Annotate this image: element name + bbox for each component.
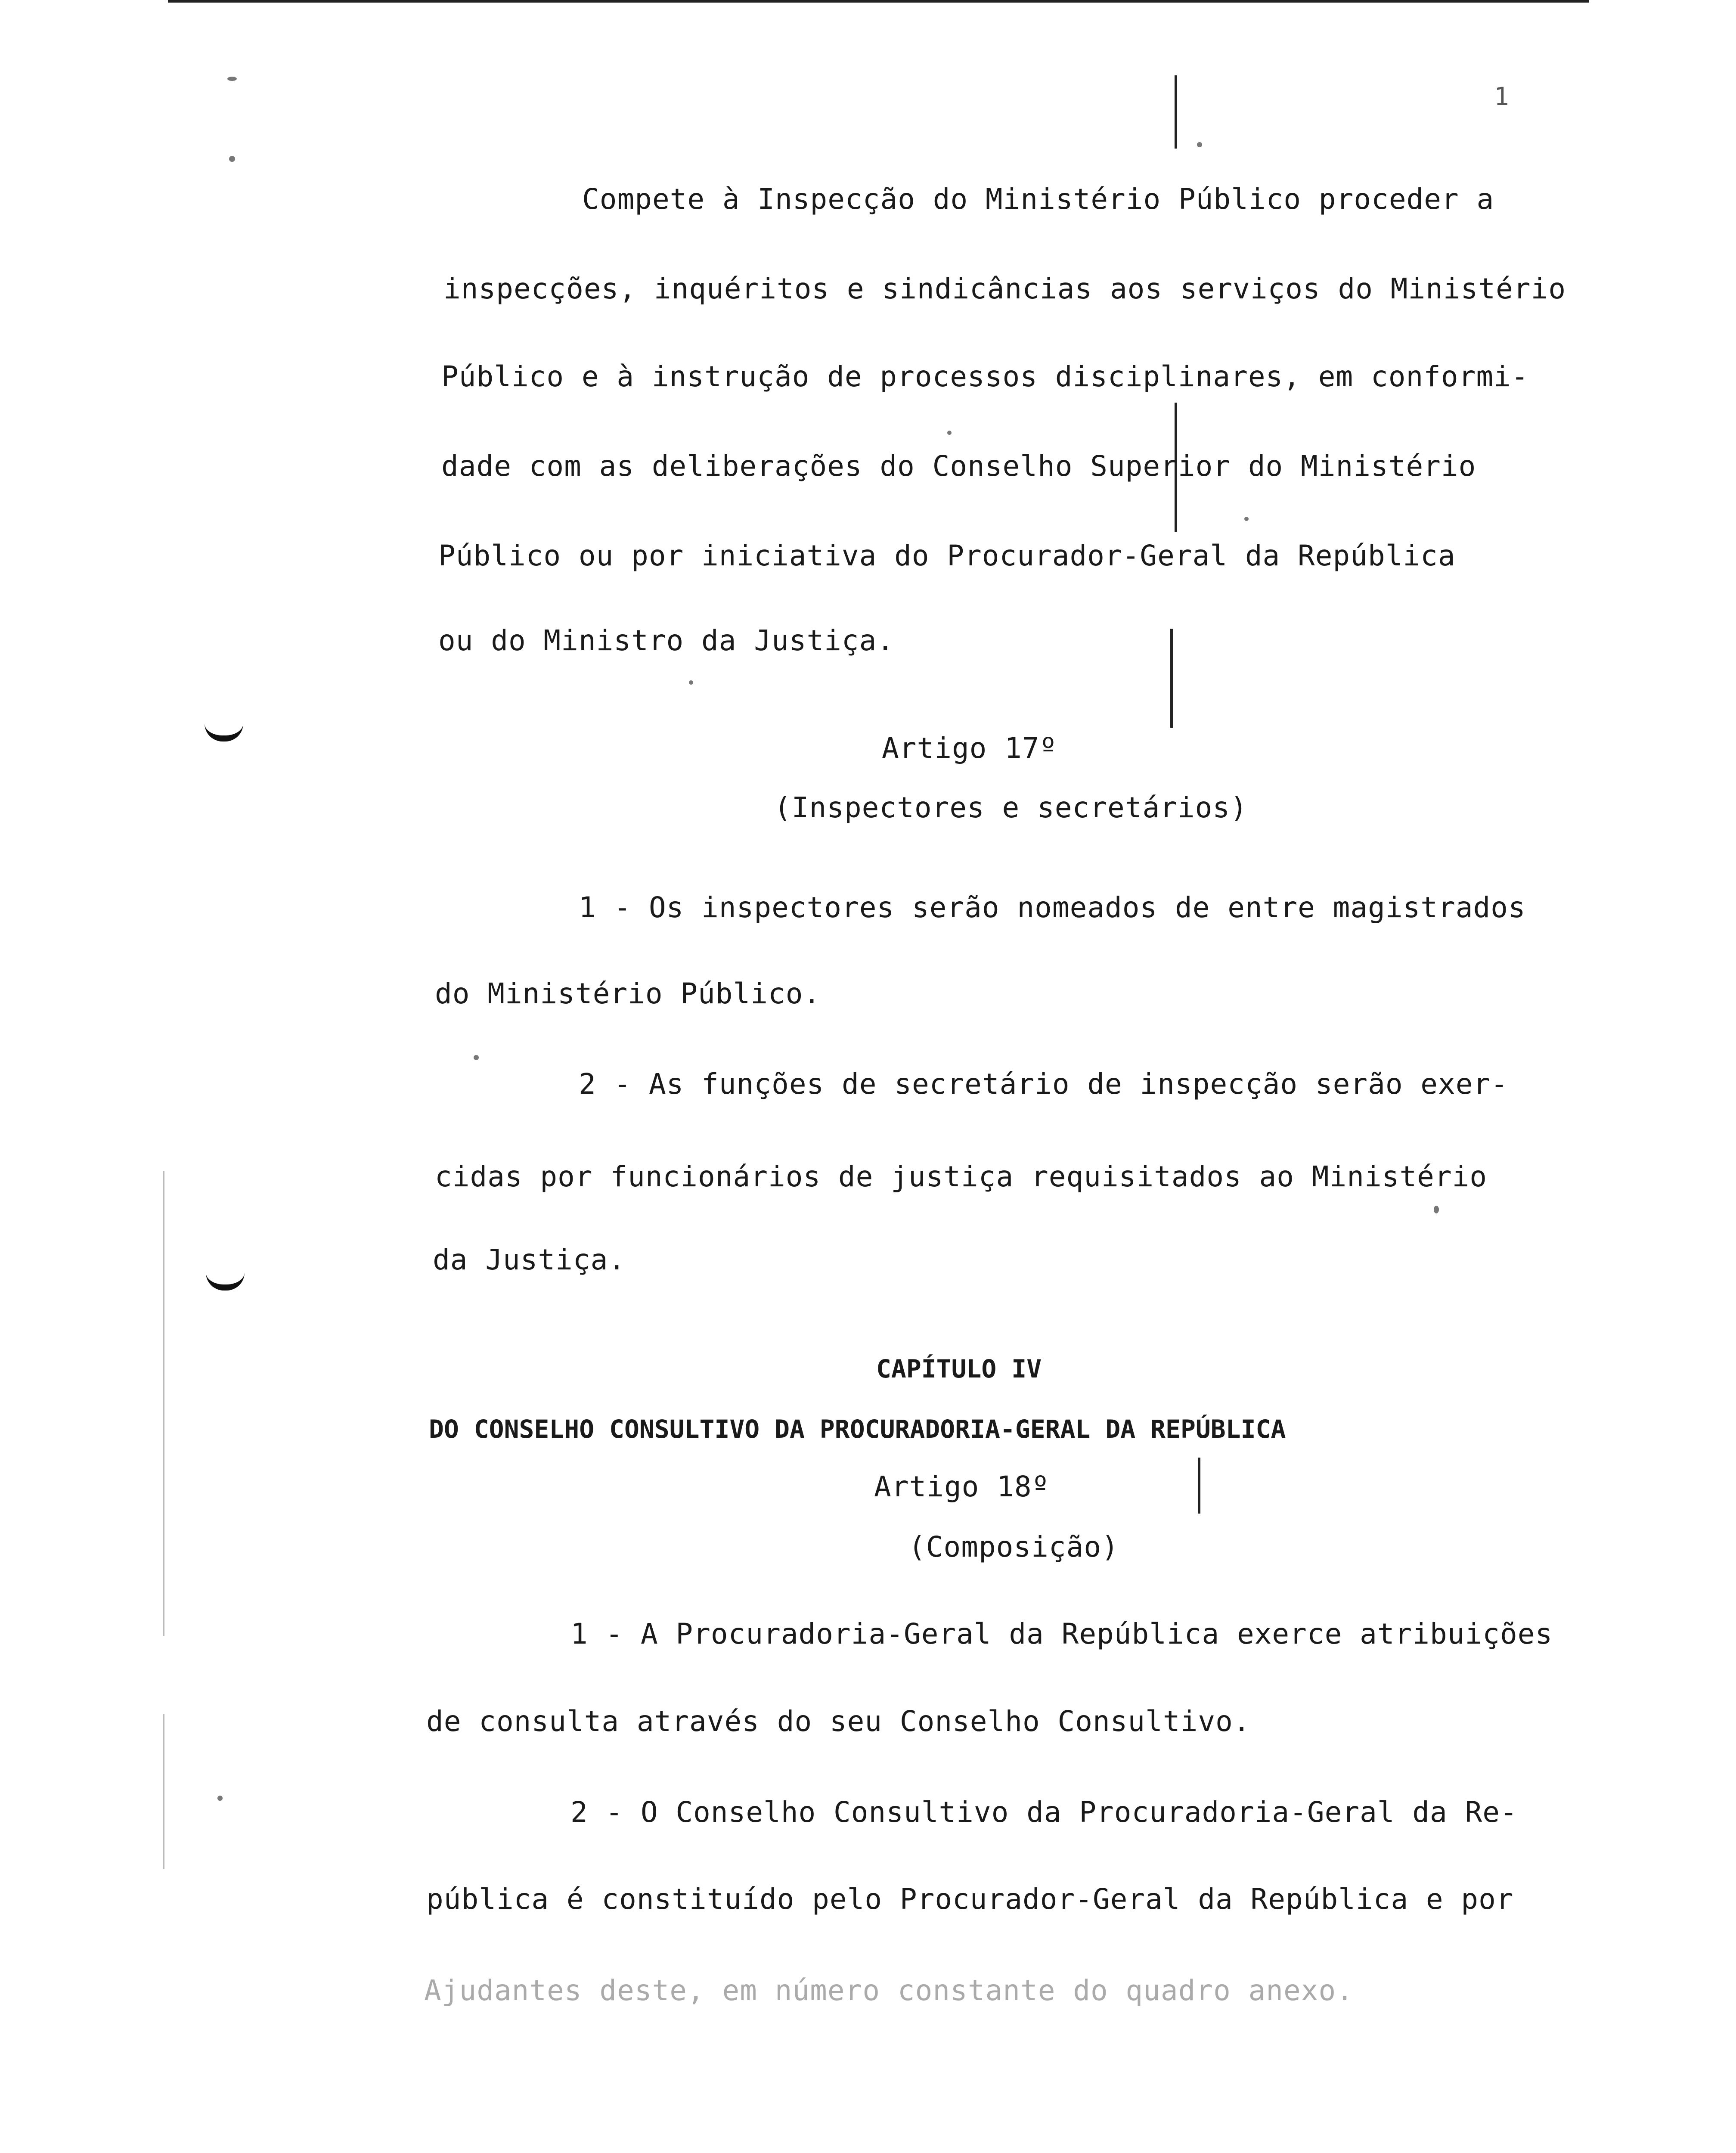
- paragraph-line: de consulta através do seu Conselho Consultivo.: [426, 1705, 1251, 1738]
- paragraph-line: cidas por funcionários de justiça requisitados ao Ministério: [435, 1160, 1488, 1193]
- scan-speck: [1197, 142, 1202, 147]
- paragraph-line: 1 - A Procuradoria-Geral da República exerce atribuições: [570, 1617, 1553, 1650]
- chapter-label: CAPÍTULO IV: [876, 1354, 1042, 1384]
- paragraph-line: Público e à instrução de processos disciplinares, em conformi-: [441, 360, 1529, 393]
- binding-hole-mark: [205, 723, 243, 741]
- paragraph-line: 2 - As funções de secretário de inspecção serão exer-: [579, 1067, 1508, 1101]
- article-17-heading: Artigo 17º: [882, 732, 1057, 765]
- paragraph-line: 2 - O Conselho Consultivo da Procuradoria-Geral da Re-: [570, 1796, 1518, 1829]
- article-18-subtitle: (Composição): [908, 1530, 1119, 1564]
- scan-artifact-bar: [1175, 75, 1177, 149]
- paragraph-line: 1 - Os inspectores serão nomeados de entre magistrados: [579, 891, 1526, 924]
- article-17-subtitle: (Inspectores e secretários): [774, 791, 1248, 824]
- paragraph-line: ou do Ministro da Justiça.: [438, 624, 895, 657]
- scan-edge-line: [163, 1714, 164, 1869]
- scan-speck: [227, 77, 237, 81]
- chapter-title: DO CONSELHO CONSULTIVO DA PROCURADORIA-GERAL DA REPÚBLICA: [429, 1415, 1286, 1444]
- scan-speck: [1434, 1206, 1439, 1213]
- scan-speck: [689, 680, 693, 685]
- paragraph-line: inspecções, inquéritos e sindicâncias aos serviços do Ministério: [443, 272, 1566, 305]
- scan-speck: [229, 156, 235, 162]
- scan-speck: [217, 1796, 223, 1801]
- scan-speck: [474, 1055, 479, 1060]
- top-rule: [168, 0, 1589, 3]
- article-18-heading: Artigo 18º: [874, 1470, 1050, 1503]
- paragraph-line: da Justiça.: [433, 1243, 626, 1276]
- scan-speck: [1244, 517, 1249, 521]
- scan-artifact-bar: [1170, 629, 1173, 728]
- page-number: 1: [1494, 82, 1509, 111]
- paragraph-line: do Ministério Público.: [435, 977, 821, 1010]
- scan-artifact-bar: [1198, 1458, 1200, 1514]
- paragraph-line: dade com as deliberações do Conselho Superior do Ministério: [441, 450, 1476, 483]
- scan-edge-line: [163, 1171, 164, 1636]
- paragraph-line: Compete à Inspecção do Ministério Público proceder a: [582, 183, 1494, 216]
- paragraph-line: pública é constituído pelo Procurador-Geral da República e por: [426, 1883, 1514, 1916]
- scan-speck: [947, 431, 952, 435]
- paragraph-line-faded: Ajudantes deste, em número constante do quadro anexo.: [424, 1974, 1354, 2007]
- binding-hole-mark: [206, 1272, 245, 1291]
- paragraph-line: Público ou por iniciativa do Procurador-Geral da República: [438, 539, 1456, 572]
